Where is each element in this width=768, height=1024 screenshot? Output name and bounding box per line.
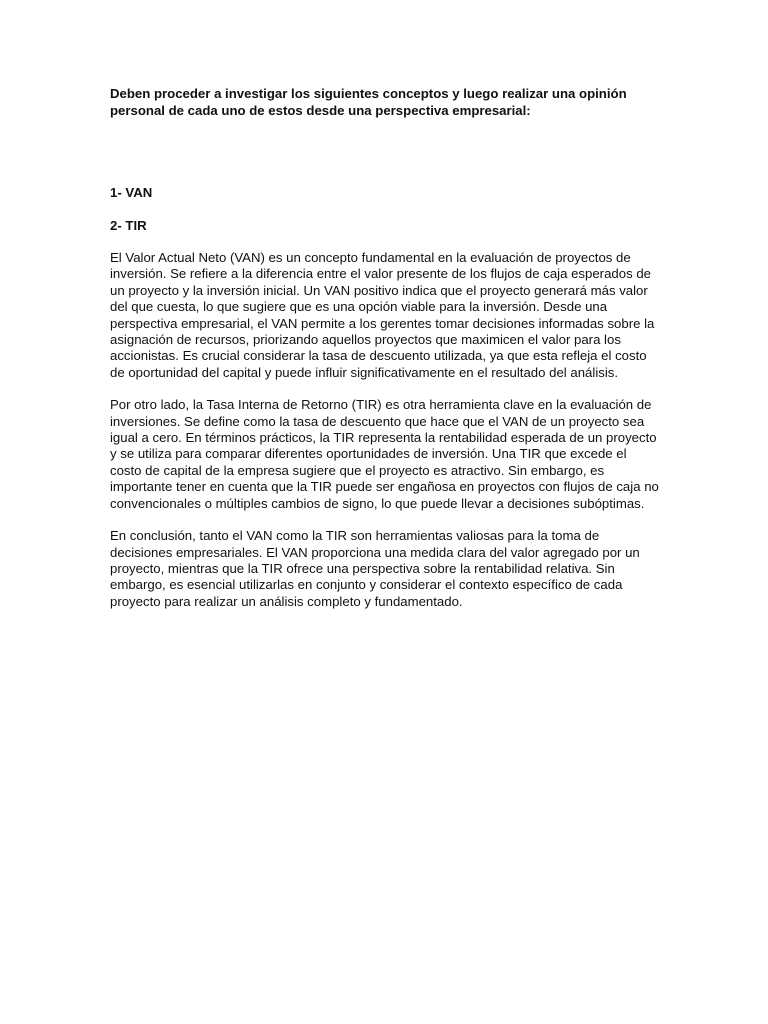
paragraph-conclusion: En conclusión, tanto el VAN como la TIR son herramientas valiosas para la toma de decisiones empresariales. El VAN proporciona una medida clara del valor agregado por un proyecto, mientras que la TIR ofrece una perspectiva sobre la rentabilidad relativa. Sin embargo, es esencial utilizarlas en conjunto y considerar el contexto específico de cada proyecto para realizar un análisis completo y fundamentado.	[110, 528, 640, 609]
concept-item-tir: 2- TIR	[110, 217, 147, 233]
paragraph-van: El Valor Actual Neto (VAN) es un concepto fundamental en la evaluación de proyectos de inversión. Se refiere a la diferencia entre el valor presente de los flujos de caja esperados de un proyecto y la inversión inicial. Un VAN positivo indica que el proyecto generará más valor del que cuesta, lo que sugiere que es una opción viable para la inversión. Desde una perspectiva empresarial, el VAN permite a los gerentes tomar decisiones informadas sobre la asignación de recursos, priorizando aquellos proyectos que maximicen el valor para los accionistas. Es crucial considerar la tasa de descuento utilizada, ya que esta refleja el costo de oportunidad del capital y puede influir significativamente en el resultado del análisis.	[110, 250, 655, 380]
instructions-text: Deben proceder a investigar los siguientes conceptos y luego realizar una opinión personal de cada uno de estos desde una perspectiva empresarial:	[110, 86, 627, 118]
paragraph-tir: Por otro lado, la Tasa Interna de Retorno (TIR) es otra herramienta clave en la evaluación de inversiones. Se define como la tasa de descuento que hace que el VAN de un proyecto sea igual a cero. En términos prácticos, la TIR representa la rentabilidad esperada de un proyecto y se utiliza para comparar diferentes oportunidades de inversión. Una TIR que excede el costo de capital de la empresa sugiere que el proyecto es atractivo. Sin embargo, es importante tener en cuenta que la TIR puede ser engañosa en proyectos con flujos de caja no convencionales o múltiples cambios de signo, lo que puede llevar a decisiones subóptimas.	[110, 397, 659, 511]
document-body	[110, 86, 660, 610]
concept-item-van: 1- VAN	[110, 185, 153, 200]
